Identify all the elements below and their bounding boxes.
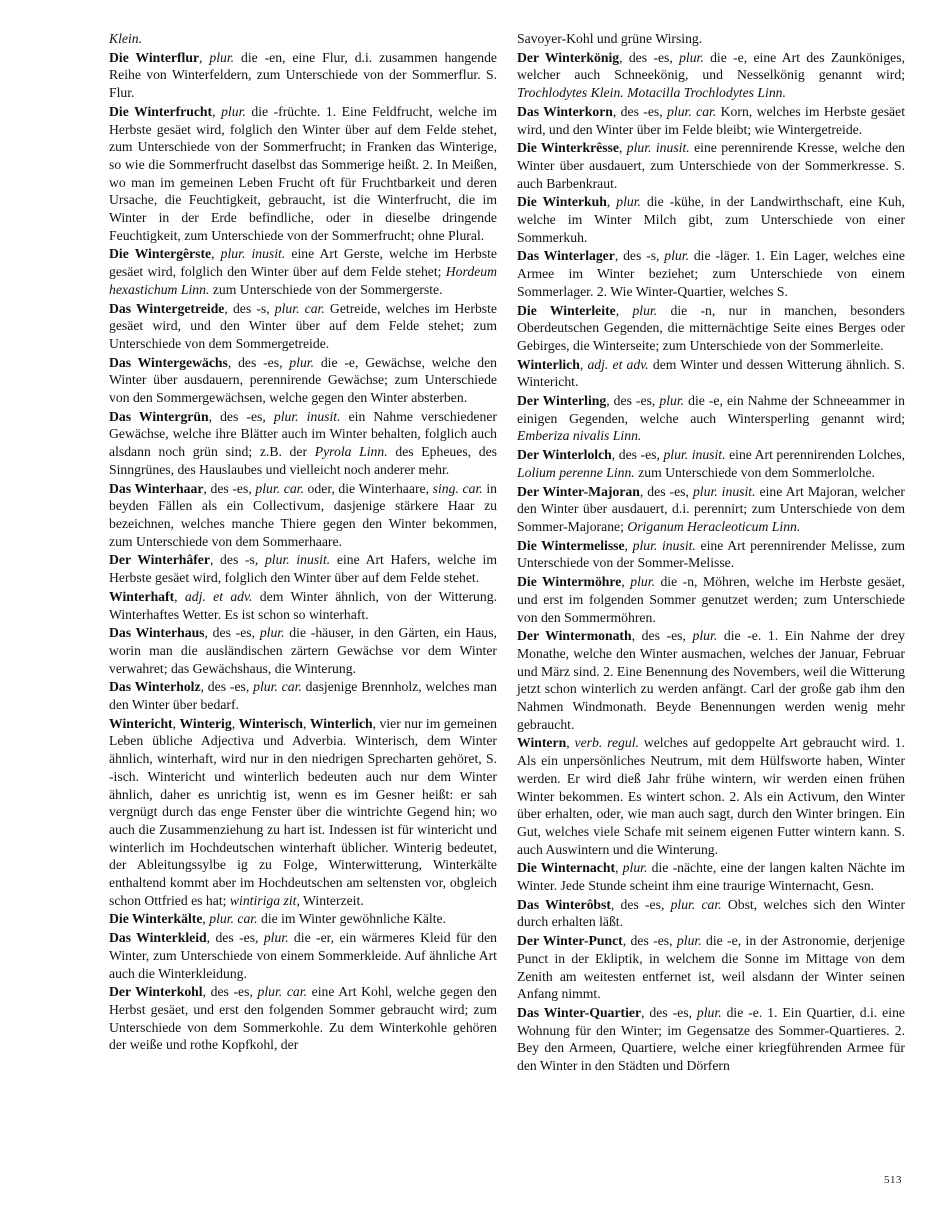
entry-text: , (174, 588, 185, 604)
entry-text: die im Winter gewöhnliche Kälte. (257, 911, 447, 927)
dictionary-entry (109, 624, 497, 677)
headword: Der Winterkohl (109, 984, 203, 1000)
entry-text: , des -es, (208, 408, 274, 424)
headword: Der Wintermonath (517, 628, 632, 644)
entry-text: , (579, 356, 588, 372)
dictionary-entry (109, 588, 497, 623)
page-number: 513 (884, 1174, 902, 1186)
dictionary-entry (517, 30, 905, 48)
italic-term: Emberiza nivalis Linn. (517, 428, 642, 444)
entry-text: die -kühe, in der Landwirthschaft, eine Kuh, welche im Winter Milch gibt, zum Unterschiede von einer Sommerkuh. (517, 194, 905, 245)
entry-text: , des -es, (204, 625, 260, 641)
entry-text: , vier nur im gemeinen Leben übliche Adjectiva und Adverbia. Winterisch, dem Winter ähnlich, winterhaft, wird nur in den niedrigen Sprecharten gehöret, S. -isch. Wintericht und winterlich bedeuten auch nur dem Winter ähnlich, daher es unrichtig ist, wenn es im Gesner heißt: er sah vergnügt durch das enge Fenster über die wintrichte Gegend hin; wo auch die Zusammenziehung zu hart ist. Indessen ist für wintericht und winterlich im Hochdeutschen winterhaft üblicher. Winterig bedeutet, der Ableitungssylbe ig zu Folge, Winterwitterung, Winterkälte enthaltend kommt aber im Hochdeutschen am seltensten vor, obgleich schon Ottfried es hat; (109, 715, 498, 908)
entry-text: eine perennirende Kresse, welche den Winter über ausdauert, zum Unterschiede von der Sommerkresse. S. auch Barbenkraut. (517, 140, 905, 191)
italic-term: plur. inusit. (692, 483, 756, 499)
italic-term: plur. (664, 248, 690, 264)
dictionary-entry (517, 896, 905, 931)
entry-text: die -läger. 1. Ein Lager, welches eine Armee im Winter beziehet; zum Unterschiede von einem Sommerlager. 2. Wie Winter-Quartier, welches S. (517, 248, 905, 299)
entry-text: die -e, in der Astronomie, derjenige Punct in der Ekliptik, in welchem die Sonne im Mittage von dem Zenith am weitesten entfernet ist, weil alsdann der Winter seinen Anfang nimmt. (517, 933, 905, 1002)
italic-term: plur. car. (255, 480, 304, 496)
headword: Die Wintermöhre (517, 574, 622, 590)
dictionary-entry (109, 103, 497, 245)
dictionary-entry (109, 983, 497, 1054)
headword: Der Winter-Punct (517, 933, 623, 949)
entry-text: , (566, 735, 575, 751)
dictionary-entry (517, 573, 905, 626)
entry-text: , (615, 860, 623, 876)
italic-term: plur. (679, 49, 704, 65)
entry-text: , (618, 140, 627, 156)
italic-term: Trochlodytes Klein. Motacilla Trochlodytes Linn. (517, 85, 786, 101)
dictionary-entry (109, 408, 497, 479)
headword: Das Winter-Quartier (517, 1004, 642, 1020)
italic-term: plur. (259, 625, 285, 641)
dictionary-entry (517, 193, 905, 246)
headword: Der Winter-Majoran (517, 483, 640, 499)
dictionary-entry (109, 929, 497, 982)
entry-text: des Epheues, des Sinngrünes, des Hauslaubes und vielleicht noch anderer mehr. (109, 444, 497, 477)
headword: Die Winterkälte (109, 911, 203, 927)
entry-text: dem Winter und dessen Witterung ähnlich. S. Wintericht. (517, 356, 905, 390)
entry-text: , (621, 574, 631, 590)
entry-text: , des -s, (209, 552, 265, 568)
dictionary-entry (517, 859, 905, 894)
italic-term: plur. (692, 628, 718, 644)
right-column (517, 30, 905, 1075)
entry-text: eine Art Gerste, welche im Herbste gesäet wird, folglich den Winter über auf dem Felde stehet; (109, 246, 497, 280)
dictionary-entry (517, 932, 905, 1003)
entry-text: , des -es, (622, 933, 677, 949)
dictionary-entry (109, 910, 497, 928)
entry-text: Getreide, welches im Herbste gesäet wird, und den Winter über auf dem Felde stehet; zum Unterschiede von dem Sommergetreide. (109, 300, 497, 351)
entry-text: eine Art perennirender Melisse, zum Unterschiede von der Sommer-Melisse. (517, 537, 905, 571)
entry-text: Winterzeit. (299, 892, 364, 908)
entry-text: in beyden Fällen als ein Collectivum, dasjenige stärkere Haar zu bezeichnen, welches manche Thiere gegen den Winter bekommen, zum Unterschiede von dem Sommerhaare. (109, 480, 497, 549)
dictionary-entry (517, 537, 905, 572)
headword: Der Winterhâfer (109, 552, 210, 568)
dictionary-entry (517, 49, 905, 102)
headword: Der Winterling (517, 393, 607, 409)
dictionary-entry (109, 715, 497, 910)
entry-text: , des -es, (610, 896, 671, 912)
entry-text: , des -es, (206, 930, 264, 946)
headword: Die Winterleite (517, 302, 616, 318)
entry-text: , des -es, (202, 984, 258, 1000)
italic-term: plur. (632, 302, 658, 318)
italic-term: plur. (630, 574, 655, 590)
italic-term: verb. regul. (574, 735, 639, 751)
entry-text: die -n, nur in manchen, besonders Oberdeutschen Gegenden, die mitternächtige Seite eines Berges oder Gebirges, die Winterseite; zum Unterschiede von der Sommerleite. (517, 302, 905, 353)
dictionary-entry (517, 139, 905, 192)
entry-text: , (302, 715, 310, 731)
headword: Das Wintergrün (109, 408, 209, 424)
headword: Die Winterkrêsse (517, 140, 619, 156)
headword: Winterisch (238, 715, 303, 731)
entry-text: eine Art perennirenden Lolches, (725, 447, 905, 463)
dictionary-entry (517, 103, 905, 138)
entry-text: , (211, 246, 221, 262)
italic-term: adj. et adv. (184, 588, 253, 604)
dictionary-entry (517, 302, 905, 355)
italic-term: wintiriga zit, (229, 892, 300, 908)
italic-term: plur. inusit. (626, 140, 690, 156)
entry-text: , des -es, (639, 483, 693, 499)
dictionary-entry (109, 354, 497, 407)
italic-term: Lolium perenne Linn. (517, 464, 635, 480)
headword: Wintericht (109, 715, 173, 731)
entry-text: oder, die Winterhaare, (303, 480, 433, 496)
entry-text: , des -s, (614, 248, 665, 264)
headword: Die Winterfrucht (109, 103, 213, 119)
entry-text: die -e. 1. Ein Quartier, d.i. eine Wohnung für den Winter; im Gegensatze des Sommer-Quartieres. 2. Bey den Armeen, Quartiere, welche einer kriegführenden Armee für den Winter in den Städten und Dörfern (517, 1004, 905, 1074)
entry-text: die -früchte. 1. Eine Feldfrucht, welche im Herbste gesäet wird, folglich den Winter über auf dem Felde stehet, zum Unterschiede von der Sommerfrucht; in Franken das Winterige, so wie die Sommerfrucht daselbst das Sommerige heißt. 2. In Meißen, wo man im gemeinen Leben Frucht oft für Fruchtbarkeit und deren Ursache, die Feuchtigkeit, gebraucht, ist die Winterfrucht, die im Winter in der Erde befindliche, oder in dieselbe dringende Feuchtigkeit, zum Unterschiede von der Sommerfrucht; ohne Plural. (109, 103, 498, 243)
italic-term: adj. et adv. (587, 356, 649, 372)
entry-text: , (212, 103, 222, 119)
entry-text: , des -es, (631, 628, 693, 644)
italic-term: plur. (616, 194, 641, 210)
entry-text: die -häuser, in den Gärten, ein Haus, worin man die ausländischen zärtern Gewächse vor dem Winter verwahret; das Gewächshaus, die Winterung. (109, 625, 497, 676)
entry-text: Korn, welches im Herbste gesäet wird, und den Winter über im Felde bleibt; wie Wintergetreide. (517, 103, 905, 137)
entry-text: zum Unterschiede von dem Sommerlolche. (634, 464, 875, 480)
dictionary-entry (517, 247, 905, 300)
entry-text: , (624, 537, 633, 553)
dictionary-entry (109, 49, 497, 102)
entry-text: , (199, 49, 210, 65)
dictionary-entry (517, 446, 905, 481)
entry-text: , des -es, (606, 393, 660, 409)
entry-text: welches auf gedoppelte Art gebraucht wird. 1. Als ein unpersönliches Neutrum, mit dem Hülfsworte haben, Winter werden. Er wird dieß Jahr frühe wintern, wir werden einen frühen Winter bekommen. Es wintert schon. 2. Als ein Activum, den Winter über erhalten, oder, wie man auch sagt, durch den Winter bringen. Ein Gut, welches viele Schafe mit seinem eigenen Futter wintern kann. S. auch Auswintern und die Winterung. (517, 735, 905, 857)
entry-text: dem Winter ähnlich, von der Witterung. Winterhaftes Wetter. Es ist schon so winterhaft. (109, 588, 497, 622)
dictionary-entry (517, 483, 905, 536)
headword: Die Winterflur (109, 49, 200, 65)
italic-term: plur. car. (209, 911, 258, 927)
italic-term: plur. (696, 1004, 722, 1020)
dictionary-entry (109, 30, 497, 48)
italic-term: Origanum Heracleoticum Linn. (627, 518, 801, 534)
headword: Winterhaft (109, 588, 175, 604)
entry-text: , des -es, (200, 679, 254, 695)
headword: Winterig (179, 715, 232, 731)
entry-text: , des -es, (612, 103, 668, 119)
headword: Winterlich (309, 715, 373, 731)
entry-text: die -e. 1. Ein Nahme der drey Monathe, welche den Winter ausmachen, welches der Januar, Februar und März sind. 2. Eine Benennung des Novembers, weil die Witterung jetzt schon winterlich zu werden anfängt. Carl der große gab ihm den Nahmen Windmonath. Beyde Benennungen werden wenig mehr gebraucht. (517, 628, 905, 732)
headword: Das Winterlager (517, 248, 615, 264)
italic-term: plur. inusit. (264, 552, 331, 568)
dictionary-entry (517, 1004, 905, 1075)
headword: Die Wintergêrste (109, 246, 212, 262)
entry-text: , des -es, (611, 447, 664, 463)
dictionary-entry (109, 678, 497, 713)
italic-term: plur. (622, 860, 648, 876)
dictionary-entry (109, 300, 497, 353)
headword: Das Winterholz (109, 679, 201, 695)
headword: Das Winterkleid (109, 930, 207, 946)
italic-term: plur. car. (670, 896, 722, 912)
dictionary-entry (517, 392, 905, 445)
italic-term: plur. (209, 49, 235, 65)
headword: Das Winterkorn (517, 103, 613, 119)
entry-text: die -e, eine Art des Zaunköniges, welcher auch Schneekönig, und Nesselkönig genannt wird; (517, 49, 905, 83)
italic-term: plur. inusit. (663, 447, 726, 463)
italic-term: plur. inusit. (273, 408, 341, 424)
italic-term: plur. car. (257, 984, 307, 1000)
dictionary-entry (109, 480, 497, 551)
italic-term: plur. car. (253, 679, 302, 695)
italic-term: plur. car. (274, 300, 325, 316)
headword: Winterlich (517, 356, 580, 372)
headword: Der Winterlolch (517, 447, 612, 463)
entry-text: , (231, 715, 239, 731)
italic-term: plur. (221, 103, 246, 119)
italic-term: sing. car. (432, 480, 483, 496)
entry-text: , des -es, (227, 354, 290, 370)
entry-text: die -en, eine Flur, d.i. zusammen hangende Reihe von Winterfeldern, zum Unterschiede von der Sommerflur. S. Flur. (109, 49, 497, 101)
italic-term: plur. (676, 933, 702, 949)
italic-term: plur. (659, 393, 685, 409)
entry-text: die -n, Möhren, welche im Herbste gesäet, und erst im folgenden Sommer genutzet werden; zum Unterschiede von den Sommermöhren. (517, 574, 906, 625)
headword: Das Winterhaus (109, 625, 205, 641)
entry-text: zum Unterschiede von der Sommergerste. (209, 281, 443, 297)
dictionary-entry (517, 734, 905, 858)
headword: Wintern (517, 735, 567, 751)
headword: Das Wintergetreide (109, 300, 225, 316)
headword: Die Wintermelisse (517, 537, 625, 553)
italic-term: plur. car. (667, 103, 717, 119)
entry-text: eine Art Majoran, welcher den Winter über ausdauert, d.i. perennirt; zum Unterschiede von dem Sommer-Majorane; (517, 483, 905, 534)
entry-text: eine Art Hafers, welche im Herbste gesäet wird, folglich den Winter über auf dem Felde stehet. (109, 552, 497, 586)
entry-text: eine Art Kohl, welche gegen den Herbst gesäet, und erst den folgenden Sommer gebraucht wird; zum Unterschiede von dem Sommerkohle. Zu dem Winterkohle gehören der weiße und rothe Kopfkohl, der (109, 984, 497, 1053)
dictionary-entry (109, 551, 497, 586)
entry-text: dasjenige Brennholz, welches man den Winter über bedarf. (109, 679, 497, 713)
entry-text: die -e, ein Nahme der Schneeammer in einigen Gegenden, welche auch Wintersperling genannt wird; (517, 393, 905, 426)
headword: Das Winterhaar (109, 480, 204, 496)
entry-text: , des -es, (203, 480, 256, 496)
italic-term: plur. inusit. (220, 246, 286, 262)
headword: Das Winterôbst (517, 896, 611, 912)
entry-text: , (172, 715, 180, 731)
entry-text: Savoyer-Kohl und grüne Wirsing. (517, 31, 703, 46)
entry-text: , des -es, (619, 49, 680, 65)
entry-text: , des -es, (641, 1004, 697, 1020)
headword: Das Wintergewächs (109, 354, 228, 370)
dictionary-entry (109, 245, 497, 298)
entry-text: die -er, ein wärmeres Kleid für den Winter, zum Unterschiede von einem Sommerkleide. Auf ähnliche Art auch die Winterkleidung. (109, 930, 497, 981)
headword: Die Winterkuh (517, 194, 607, 210)
entry-text: die -e, Gewächse, welche den Winter über ausdauern, perennirende Gewächse; zum Unterschiede von den Sommergewächsen, welche gegen den Winter absterben. (109, 354, 497, 406)
dictionary-entry (517, 356, 905, 391)
headword: Der Winterkönig (517, 49, 620, 65)
italic-term: plur. (263, 930, 289, 946)
italic-term: Pyrola Linn. (314, 444, 388, 460)
dictionary-entry (517, 627, 905, 733)
italic-term: Hordeum hexastichum Linn. (109, 264, 497, 297)
italic-term: Klein. (109, 31, 143, 46)
left-column (109, 30, 497, 1054)
entry-text: , (606, 194, 617, 210)
italic-term: plur. (289, 354, 315, 370)
italic-term: plur. inusit. (632, 537, 696, 553)
entry-text: , (615, 302, 633, 318)
entry-text: ein Nahme verschiedener Gewächse, welche ihre Blätter auch im Winter behalten, folglich auch alsdann noch grün sind; z.B. der (109, 408, 497, 460)
headword: Die Winternacht (517, 860, 616, 876)
entry-text: die -nächte, eine der langen kalten Nächte im Winter. Jede Stunde scheint ihm eine traurige Winternacht, Gesn. (517, 860, 906, 894)
entry-text: Obst, welches sich den Winter durch erhalten läßt. (517, 896, 905, 930)
entry-text: , des -s, (224, 300, 275, 316)
entry-text: , (202, 911, 210, 927)
